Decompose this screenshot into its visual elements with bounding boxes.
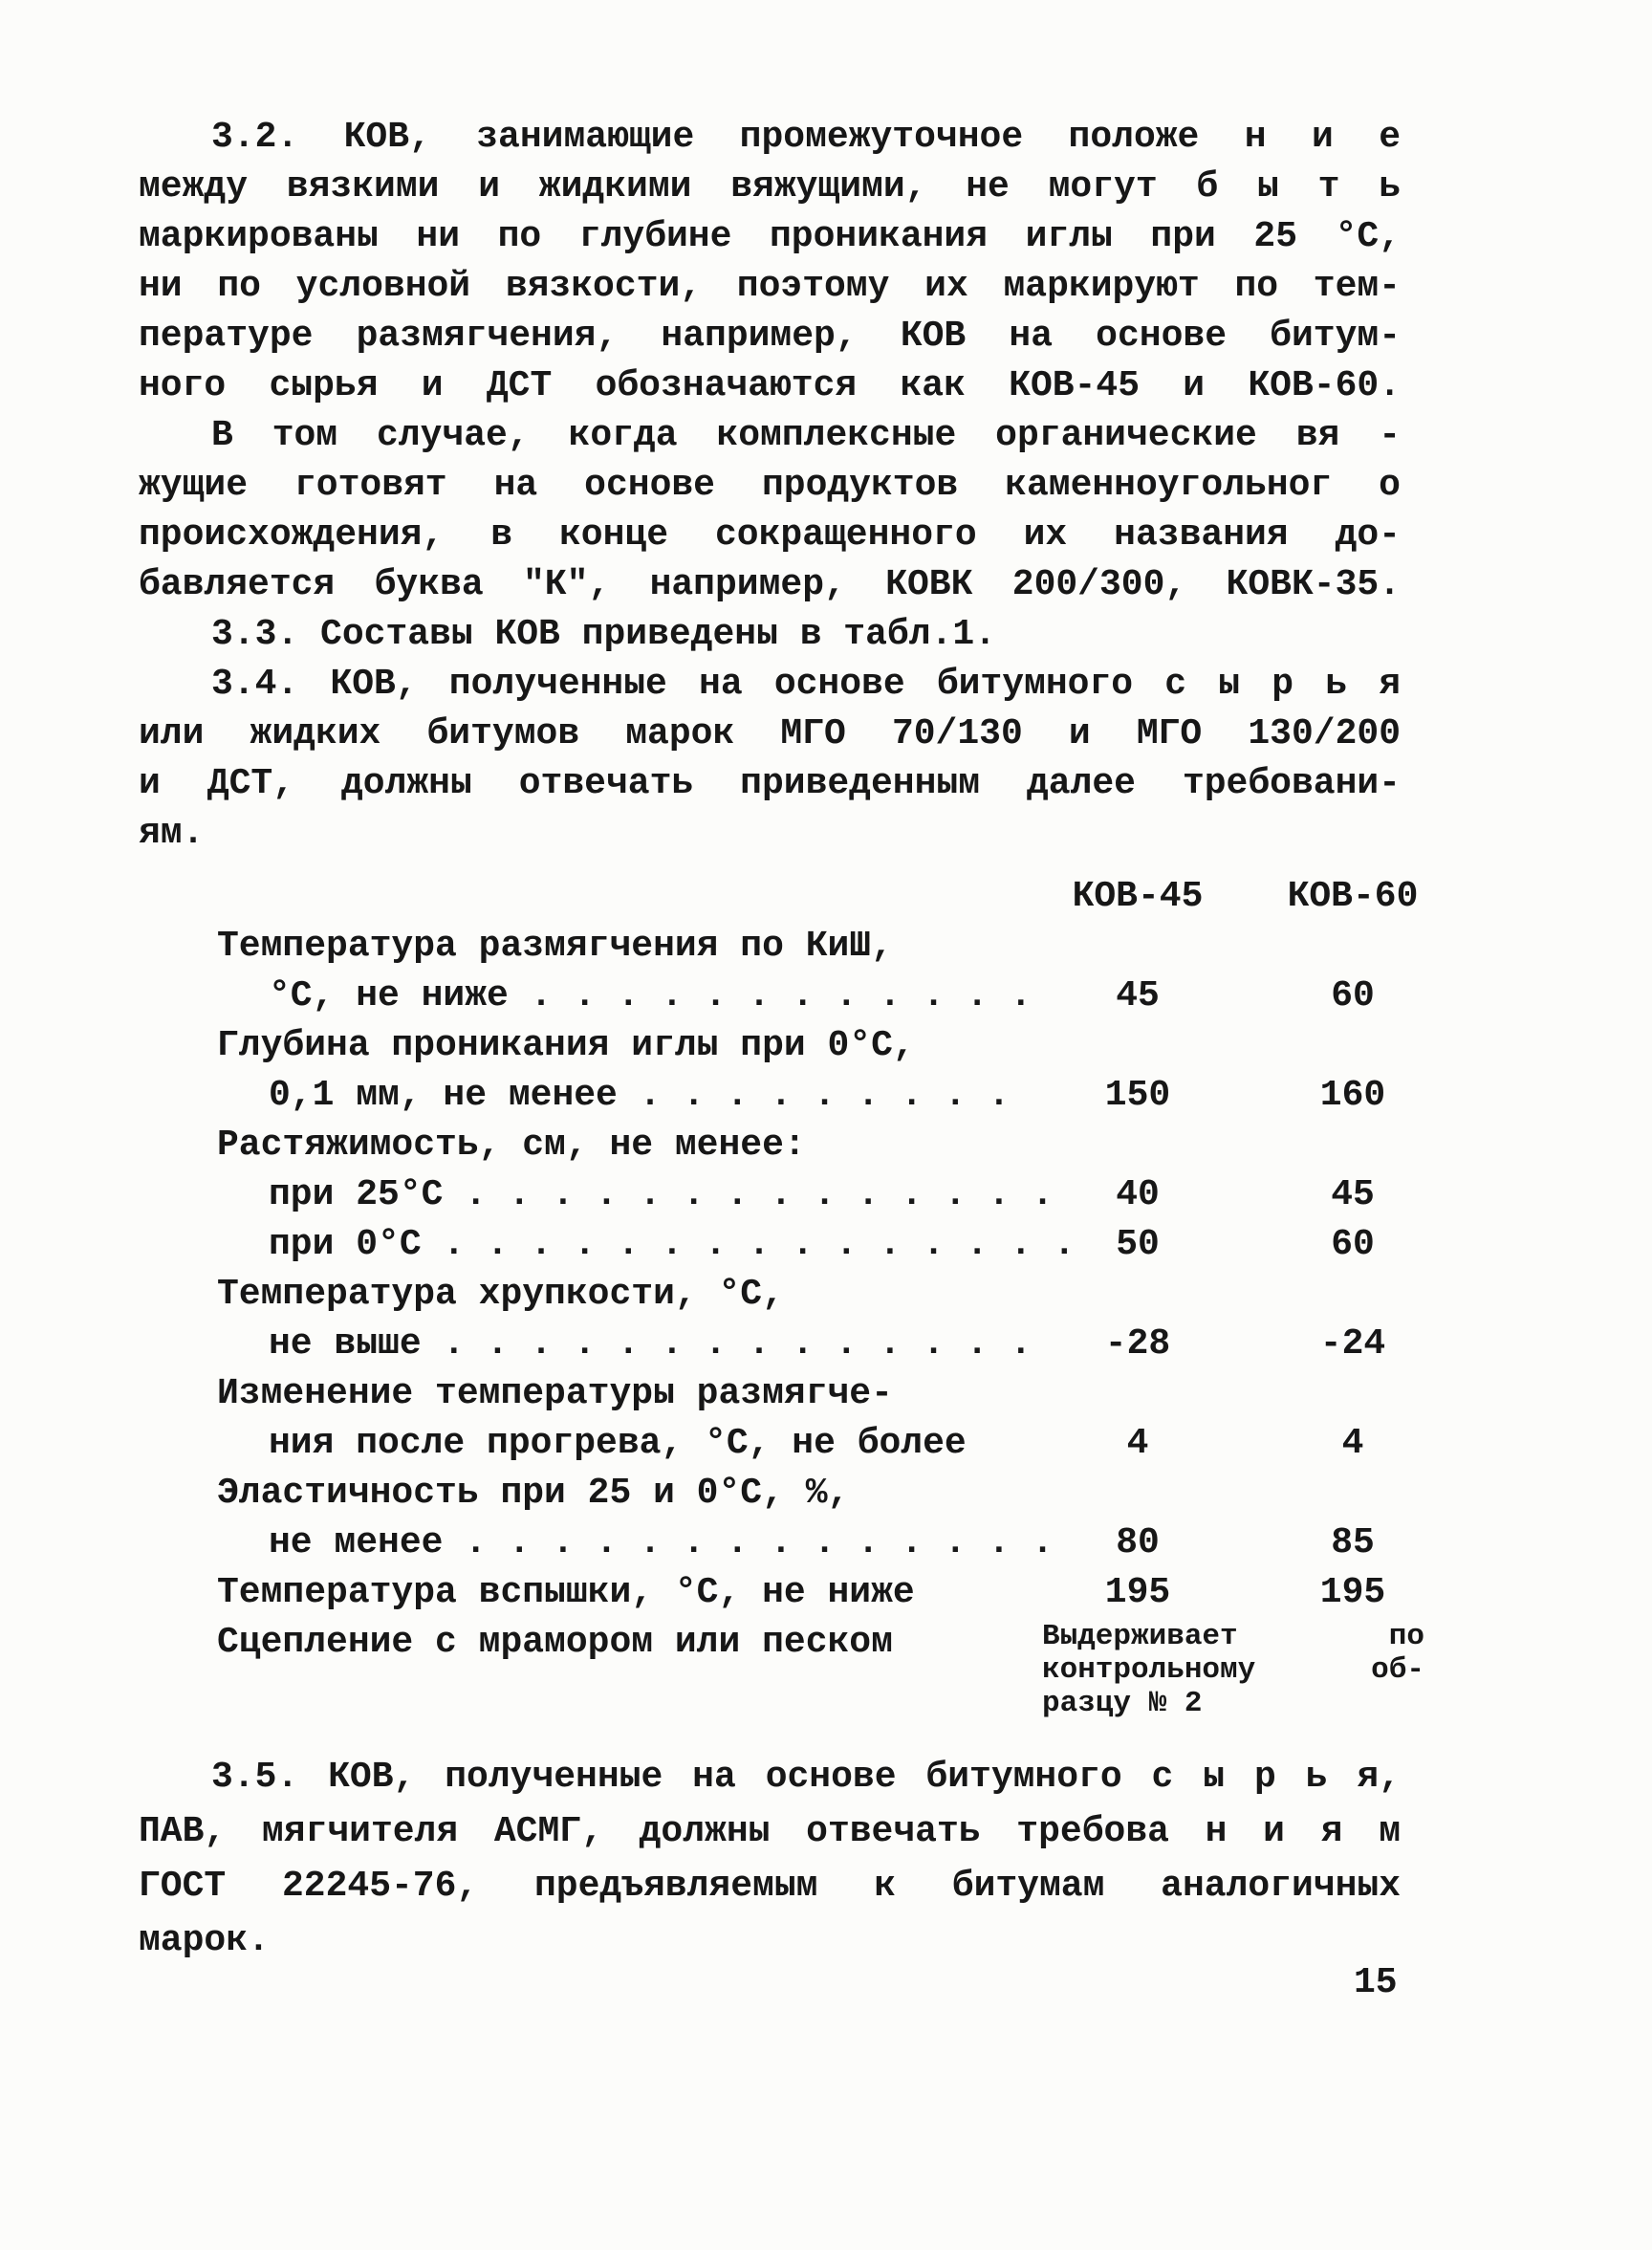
spec-label-line: Температура размягчения по КиШ, [217,926,893,967]
text-line: бавляется буква "К", например, КОВК 200/300, КОВК-35. [139,564,1401,605]
spec-value-kov60: 45 [1331,1174,1375,1215]
text-line: и ДСТ, должны отвечать приведенным далее требовани- [139,763,1401,804]
spec-value-kov60: 4 [1341,1423,1364,1464]
spec-row [139,1021,1401,1121]
spec-label-line: при 25°С . . . . . . . . . . . . . . [269,1174,1054,1215]
spec-value-kov45: 40 [1116,1174,1160,1215]
paragraph-3-2 [139,113,1401,411]
text-line: маркированы ни по глубине проникания иглы при 25 °С, [139,216,1401,257]
text-line: ни по условной вязкости, поэтому их маркируют по тем- [139,266,1401,307]
spec-label-line: Температура вспышки, °С, не ниже [217,1572,915,1613]
spec-label-line: 0,1 мм, не менее . . . . . . . . . [269,1075,1011,1116]
text-line: пературе размягчения, например, КОВ на основе битум- [139,316,1401,357]
spec-row [139,1469,1401,1568]
paragraph-3-5 [139,1750,1401,1968]
spec-label-line: не менее . . . . . . . . . . . . . . [269,1522,1054,1563]
spec-value-kov60: 160 [1319,1075,1386,1116]
spec-row [139,1618,1424,1725]
page-number: 15 [1354,1962,1398,2003]
spec-value-kov45: 195 [1104,1572,1171,1613]
text-line: 3.4. КОВ, полученные на основе битумного с ы р ь я [211,664,1401,705]
spec-value-kov60: 60 [1331,1224,1375,1265]
spec-label-line: °С, не ниже . . . . . . . . . . . . [269,975,1032,1016]
paragraph-3-3 [139,610,1401,660]
spec-label-line: Температура хрупкости, °С, [217,1274,784,1315]
spec-value-kov60: 60 [1331,975,1375,1016]
spec-value-text [1042,1620,1424,1720]
text-line: марок. [139,1920,270,1961]
spec-value-kov60: -24 [1319,1323,1386,1365]
spec-row [139,922,1401,1021]
text-line: ГОСТ 22245-76, предъявляемым к битумам аналогичных [139,1866,1401,1907]
spec-row [139,1270,1401,1369]
text-line: 3.5. КОВ, полученные на основе битумного с ы р ь я, [211,1757,1401,1798]
spec-label-line: Эластичность при 25 и 0°С, %, [217,1473,850,1514]
spec-value-kov45: 50 [1116,1224,1160,1265]
text-line: происхождения, в конце сокращенного их названия до- [139,514,1401,556]
text-line: или жидких битумов марок МГО 70/130 и МГО 130/200 [139,713,1401,754]
paragraph-3-4 [139,660,1401,859]
column-header-kov45: КОВ-45 [1072,876,1204,917]
text-line: 3.2. КОВ, занимающие промежуточное положе н и е [211,117,1401,158]
spec-value-kov45: 4 [1126,1423,1149,1464]
spec-value-kov45: 150 [1104,1075,1171,1116]
spec-value-text-line: контрольному об- [1042,1653,1424,1687]
text-line: В том случае, когда комплексные органические вя - [211,415,1401,456]
paragraph-3-2-continued [139,411,1401,610]
spec-value-text-line: разцу № 2 [1042,1687,1203,1720]
spec-value-kov60: 85 [1331,1522,1375,1563]
spec-label-line: Сцепление с мрамором или песком [217,1622,893,1663]
spec-row [139,1568,1401,1618]
spec-label-line: ния после прогрева, °С, не более [269,1423,967,1464]
spec-value-text-line: Выдерживает по [1042,1620,1424,1653]
text-line: 3.3. Составы КОВ приведены в табл.1. [211,614,996,655]
text-line: ям. [139,813,205,854]
text-line: ного сырья и ДСТ обозначаются как КОВ-45 и КОВ-60. [139,365,1401,406]
spec-label-line: Изменение температуры размягче- [217,1373,893,1414]
spec-row [139,1121,1401,1170]
spec-value-kov45: 45 [1116,975,1160,1016]
text-line: между вязкими и жидкими вяжущими, не могут б ы т ь [139,166,1401,208]
spec-label-line: не выше . . . . . . . . . . . . . . [269,1323,1032,1365]
spec-value-kov45: -28 [1104,1323,1171,1365]
spec-row [139,1220,1401,1270]
spec-value-kov45: 80 [1116,1522,1160,1563]
spec-column-headers [139,872,1419,922]
content [139,113,1424,1968]
spec-row [139,1170,1401,1220]
spec-label-line: Глубина проникания иглы при 0°С, [217,1025,915,1066]
spec-row [139,1369,1401,1469]
spec-label-line: при 0°С . . . . . . . . . . . . . . . [269,1224,1076,1265]
text-line: жущие готовят на основе продуктов каменноугольног о [139,465,1401,506]
spec-label-line: Растяжимость, см, не менее: [217,1125,806,1166]
text-line: ПАВ, мягчителя АСМГ, должны отвечать требова н и я м [139,1811,1401,1852]
spec-value-kov60: 195 [1319,1572,1386,1613]
column-header-kov60: КОВ-60 [1287,876,1419,917]
